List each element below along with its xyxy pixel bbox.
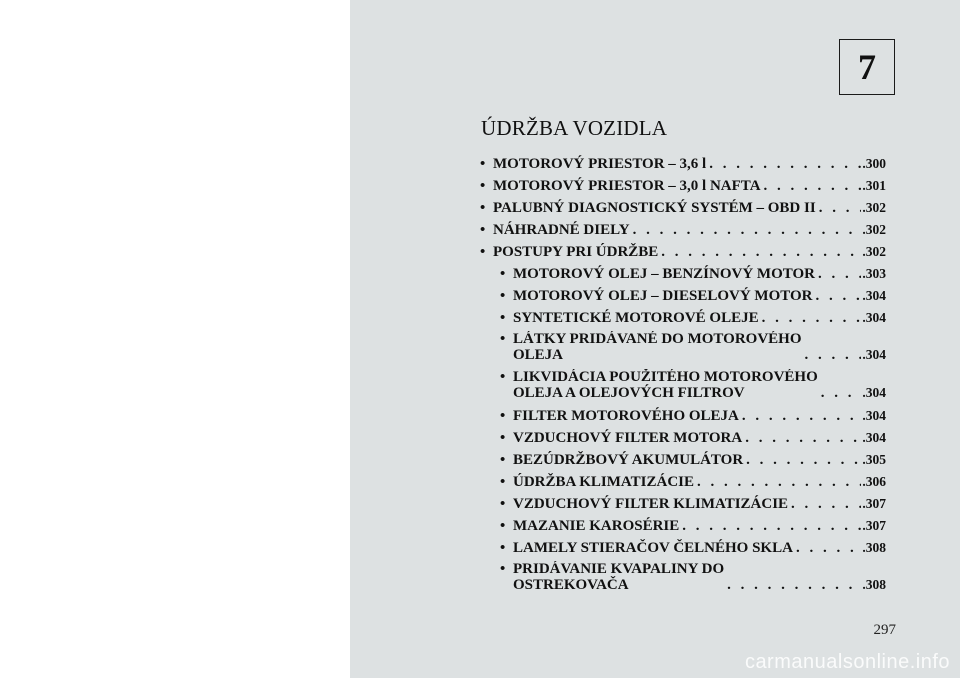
toc-entry-label: FILTER MOTOROVÉHO OLEJA (513, 408, 739, 424)
page-number: 297 (873, 622, 896, 638)
toc-entry-page: .302 (862, 222, 886, 237)
toc-entry-label: MOTOROVÝ OLEJ – BENZÍNOVÝ MOTOR (513, 266, 815, 282)
toc-entry-text (513, 493, 861, 515)
toc-entry-text (493, 153, 861, 175)
dot-leader (746, 449, 861, 471)
toc-entry-label: VZDUCHOVÝ FILTER MOTORA (513, 430, 743, 446)
toc-entry-text (493, 197, 861, 219)
dot-leader (745, 427, 861, 449)
toc-entry-text (513, 307, 861, 329)
toc-entry-page: .308 (862, 577, 886, 592)
bullet-icon: • (500, 474, 506, 490)
toc-entry-label: LIKVIDÁCIA POUŽITÉHO MOTOROVÉHO OLEJA A OLEJOVÝCH FILTROV (513, 369, 818, 401)
dot-leader (742, 405, 861, 427)
dot-leader (682, 515, 861, 537)
bullet-icon: • (500, 310, 506, 326)
toc-entry[interactable] (500, 307, 886, 329)
dot-leader (791, 493, 861, 515)
toc-entry-text (513, 515, 861, 537)
dot-leader (709, 153, 861, 175)
toc-entry-text (513, 471, 861, 493)
dot-leader (697, 471, 861, 493)
toc-entry[interactable] (500, 493, 886, 515)
dot-leader (818, 263, 861, 285)
toc-entry-text (513, 263, 861, 285)
toc-entry-page: .306 (862, 474, 886, 489)
toc-entry-page: .307 (862, 496, 886, 511)
chapter-number-box (839, 39, 895, 95)
bullet-icon: • (500, 408, 506, 424)
blank-left-page (0, 0, 350, 678)
toc-entry[interactable] (500, 405, 886, 427)
toc-entry-label: SYNTETICKÉ MOTOROVÉ OLEJE (513, 310, 759, 326)
toc-entry-text (493, 219, 861, 241)
toc-entry[interactable] (480, 197, 886, 219)
toc-entry-label: MOTOROVÝ PRIESTOR – 3,0 l NAFTA (493, 178, 761, 194)
toc-entry-page: .304 (862, 288, 886, 303)
toc-entry-label: MOTOROVÝ OLEJ – DIESELOVÝ MOTOR (513, 288, 813, 304)
toc-entry-page: .303 (862, 266, 886, 281)
toc-entry-label: PALUBNÝ DIAGNOSTICKÝ SYSTÉM – OBD II (493, 200, 816, 216)
bullet-icon: • (480, 200, 486, 216)
bullet-icon: • (500, 331, 506, 347)
bullet-icon: • (500, 496, 506, 512)
toc-entry-text (513, 561, 861, 593)
toc-entry-text (513, 369, 861, 401)
toc-entry[interactable] (500, 263, 886, 285)
bullet-icon: • (500, 540, 506, 556)
toc-entry[interactable] (480, 175, 886, 197)
toc-entry-text (513, 537, 861, 559)
toc-entry-page: .304 (862, 408, 886, 423)
dot-leader (762, 307, 862, 329)
toc-entry[interactable] (500, 285, 886, 307)
toc-entry-page: .304 (862, 430, 886, 445)
bullet-icon: • (480, 156, 486, 172)
toc-entry[interactable] (500, 449, 886, 471)
toc-entry[interactable] (500, 515, 886, 537)
table-of-contents (480, 153, 886, 597)
toc-entry[interactable] (500, 471, 886, 493)
bullet-icon: • (500, 452, 506, 468)
toc-entry-text (493, 241, 861, 263)
toc-entry-text (493, 175, 861, 197)
toc-entry[interactable] (500, 367, 886, 405)
dot-leader (633, 219, 862, 241)
bullet-icon: • (480, 222, 486, 238)
bullet-icon: • (500, 369, 506, 385)
toc-entry-page: .304 (862, 310, 886, 325)
bullet-icon: • (500, 266, 506, 282)
watermark: carmanualsonline.info (744, 651, 950, 673)
toc-entry-page: .304 (862, 385, 886, 400)
toc-entry-text (513, 449, 861, 471)
toc-entry[interactable] (500, 427, 886, 449)
toc-entry-page: .302 (862, 244, 886, 259)
toc-entry-page: .307 (862, 518, 886, 533)
dot-leader (727, 577, 861, 593)
toc-entry-page: .308 (862, 540, 886, 555)
toc-entry[interactable] (480, 241, 886, 263)
bullet-icon: • (500, 430, 506, 446)
section-title: ÚDRŽBA VOZIDLA (481, 116, 668, 140)
toc-entry[interactable] (480, 219, 886, 241)
bullet-icon: • (480, 244, 486, 260)
bullet-icon: • (480, 178, 486, 194)
toc-entry-label: MAZANIE KAROSÉRIE (513, 518, 680, 534)
toc-entry-label: BEZÚDRŽBOVÝ AKUMULÁTOR (513, 452, 744, 468)
toc-entry-label: ÚDRŽBA KLIMATIZÁCIE (513, 474, 695, 490)
toc-entry-page: .304 (862, 347, 886, 362)
toc-entry-label: POSTUPY PRI ÚDRŽBE (493, 244, 659, 260)
toc-entry[interactable] (500, 559, 886, 597)
toc-entry-text (513, 427, 861, 449)
toc-entry[interactable] (500, 329, 886, 367)
toc-entry-text (513, 405, 861, 427)
bullet-icon: • (500, 288, 506, 304)
dot-leader (661, 241, 861, 263)
toc-entry-label: LÁTKY PRIDÁVANÉ DO MOTOROVÉHO OLEJA (513, 331, 802, 363)
toc-entry-label: NÁHRADNÉ DIELY (493, 222, 630, 238)
dot-leader (796, 537, 861, 559)
chapter-number: 7 (858, 47, 876, 87)
toc-entry-page: .302 (862, 200, 886, 215)
manual-page (350, 0, 960, 678)
toc-entry-label: LAMELY STIERAČOV ČELNÉHO SKLA (513, 540, 793, 556)
toc-entry-page: .301 (862, 178, 886, 193)
dot-leader (819, 197, 862, 219)
dot-leader (764, 175, 862, 197)
toc-entry-text (513, 285, 861, 307)
toc-entry[interactable] (480, 153, 886, 175)
bullet-icon: • (500, 518, 506, 534)
dot-leader (821, 385, 862, 401)
toc-entry-label: VZDUCHOVÝ FILTER KLIMATIZÁCIE (513, 496, 789, 512)
toc-entry[interactable] (500, 537, 886, 559)
bullet-icon: • (500, 561, 506, 577)
toc-entry-text (513, 331, 861, 363)
dot-leader (816, 285, 862, 307)
dot-leader (805, 347, 862, 363)
toc-entry-label: PRIDÁVANIE KVAPALINY DO OSTREKOVAČA (513, 561, 725, 593)
toc-entry-page: .305 (862, 452, 886, 467)
toc-entry-label: MOTOROVÝ PRIESTOR – 3,6 l (493, 156, 707, 172)
toc-entry-page: .300 (862, 156, 886, 171)
